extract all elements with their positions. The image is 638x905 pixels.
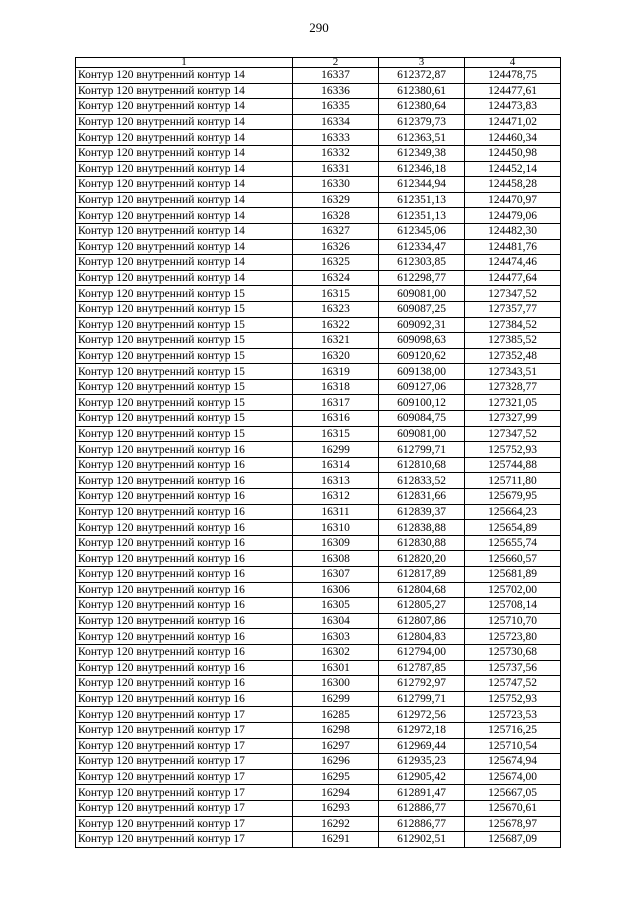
point-number-cell: 16336 [293, 83, 379, 99]
y-coordinate-cell: 124477,64 [465, 270, 561, 286]
table-row [76, 457, 561, 473]
x-coordinate-cell: 612891,47 [379, 785, 465, 801]
table-row [76, 208, 561, 224]
contour-name-cell: Контур 120 внутренний контур 14 [76, 239, 293, 255]
contour-name-cell: Контур 120 внутренний контур 17 [76, 738, 293, 754]
y-coordinate-cell: 125752,93 [465, 442, 561, 458]
x-coordinate-cell: 612792,97 [379, 676, 465, 692]
point-number-cell: 16332 [293, 145, 379, 161]
point-number-cell: 16327 [293, 223, 379, 239]
table-row [76, 130, 561, 146]
contour-name-cell: Контур 120 внутренний контур 17 [76, 722, 293, 738]
point-number-cell: 16326 [293, 239, 379, 255]
point-number-cell: 16330 [293, 177, 379, 193]
y-coordinate-cell: 125654,89 [465, 520, 561, 536]
y-coordinate-cell: 124471,02 [465, 114, 561, 130]
point-number-cell: 16328 [293, 208, 379, 224]
x-coordinate-cell: 612787,85 [379, 660, 465, 676]
contour-name-cell: Контур 120 внутренний контур 17 [76, 816, 293, 832]
contour-name-cell: Контур 120 внутренний контур 15 [76, 364, 293, 380]
table-row [76, 364, 561, 380]
table-row [76, 145, 561, 161]
point-number-cell: 16296 [293, 754, 379, 770]
x-coordinate-cell: 612303,85 [379, 255, 465, 271]
x-coordinate-cell: 612886,77 [379, 800, 465, 816]
column-header-2: 2 [293, 58, 379, 68]
point-number-cell: 16294 [293, 785, 379, 801]
y-coordinate-cell: 125710,54 [465, 738, 561, 754]
table-row [76, 629, 561, 645]
point-number-cell: 16305 [293, 598, 379, 614]
point-number-cell: 16314 [293, 457, 379, 473]
coordinates-table [75, 57, 561, 848]
y-coordinate-cell: 124458,28 [465, 177, 561, 193]
table-row [76, 738, 561, 754]
point-number-cell: 16303 [293, 629, 379, 645]
table-row [76, 333, 561, 349]
contour-name-cell: Контур 120 внутренний контур 17 [76, 707, 293, 723]
y-coordinate-cell: 125708,14 [465, 598, 561, 614]
y-coordinate-cell: 125687,09 [465, 832, 561, 848]
point-number-cell: 16319 [293, 364, 379, 380]
table-row [76, 114, 561, 130]
y-coordinate-cell: 124479,06 [465, 208, 561, 224]
contour-name-cell: Контур 120 внутренний контур 16 [76, 582, 293, 598]
table-row [76, 68, 561, 84]
y-coordinate-cell: 127328,77 [465, 379, 561, 395]
x-coordinate-cell: 612935,23 [379, 754, 465, 770]
x-coordinate-cell: 612807,86 [379, 613, 465, 629]
x-coordinate-cell: 612334,47 [379, 239, 465, 255]
header-row [76, 58, 561, 68]
x-coordinate-cell: 609127,06 [379, 379, 465, 395]
contour-name-cell: Контур 120 внутренний контур 17 [76, 832, 293, 848]
point-number-cell: 16324 [293, 270, 379, 286]
y-coordinate-cell: 124474,46 [465, 255, 561, 271]
y-coordinate-cell: 125660,57 [465, 551, 561, 567]
contour-name-cell: Контур 120 внутренний контур 14 [76, 130, 293, 146]
contour-name-cell: Контур 120 внутренний контур 17 [76, 800, 293, 816]
y-coordinate-cell: 125681,89 [465, 567, 561, 583]
table-row [76, 442, 561, 458]
point-number-cell: 16304 [293, 613, 379, 629]
x-coordinate-cell: 612886,77 [379, 816, 465, 832]
contour-name-cell: Контур 120 внутренний контур 15 [76, 301, 293, 317]
table-row [76, 816, 561, 832]
y-coordinate-cell: 124450,98 [465, 145, 561, 161]
table-row [76, 270, 561, 286]
contour-name-cell: Контур 120 внутренний контур 15 [76, 286, 293, 302]
contour-name-cell: Контур 120 внутренний контур 16 [76, 489, 293, 505]
point-number-cell: 16298 [293, 722, 379, 738]
table-row [76, 255, 561, 271]
table-row [76, 582, 561, 598]
x-coordinate-cell: 612838,88 [379, 520, 465, 536]
y-coordinate-cell: 127321,05 [465, 395, 561, 411]
contour-name-cell: Контур 120 внутренний контур 15 [76, 379, 293, 395]
y-coordinate-cell: 125655,74 [465, 535, 561, 551]
point-number-cell: 16295 [293, 769, 379, 785]
table-row [76, 535, 561, 551]
table-row [76, 660, 561, 676]
x-coordinate-cell: 612380,64 [379, 99, 465, 115]
contour-name-cell: Контур 120 внутренний контур 14 [76, 114, 293, 130]
contour-name-cell: Контур 120 внутренний контур 16 [76, 567, 293, 583]
point-number-cell: 16335 [293, 99, 379, 115]
point-number-cell: 16321 [293, 333, 379, 349]
point-number-cell: 16331 [293, 161, 379, 177]
y-coordinate-cell: 125737,56 [465, 660, 561, 676]
y-coordinate-cell: 127347,52 [465, 286, 561, 302]
y-coordinate-cell: 127327,99 [465, 411, 561, 427]
y-coordinate-cell: 127347,52 [465, 426, 561, 442]
y-coordinate-cell: 127385,52 [465, 333, 561, 349]
y-coordinate-cell: 124477,61 [465, 83, 561, 99]
y-coordinate-cell: 125667,05 [465, 785, 561, 801]
contour-name-cell: Контур 120 внутренний контур 14 [76, 145, 293, 161]
x-coordinate-cell: 612830,88 [379, 535, 465, 551]
y-coordinate-cell: 125730,68 [465, 644, 561, 660]
x-coordinate-cell: 612817,89 [379, 567, 465, 583]
y-coordinate-cell: 127352,48 [465, 348, 561, 364]
x-coordinate-cell: 612805,27 [379, 598, 465, 614]
contour-name-cell: Контур 120 внутренний контур 16 [76, 520, 293, 536]
contour-name-cell: Контур 120 внутренний контур 16 [76, 473, 293, 489]
x-coordinate-cell: 612905,42 [379, 769, 465, 785]
contour-name-cell: Контур 120 внутренний контур 16 [76, 504, 293, 520]
x-coordinate-cell: 609084,75 [379, 411, 465, 427]
point-number-cell: 16317 [293, 395, 379, 411]
point-number-cell: 16337 [293, 68, 379, 84]
x-coordinate-cell: 612346,18 [379, 161, 465, 177]
contour-name-cell: Контур 120 внутренний контур 15 [76, 395, 293, 411]
point-number-cell: 16333 [293, 130, 379, 146]
x-coordinate-cell: 612349,38 [379, 145, 465, 161]
x-coordinate-cell: 612363,51 [379, 130, 465, 146]
table-row [76, 348, 561, 364]
table-row [76, 722, 561, 738]
table-row [76, 99, 561, 115]
contour-name-cell: Контур 120 внутренний контур 15 [76, 411, 293, 427]
table-row [76, 691, 561, 707]
contour-name-cell: Контур 120 внутренний контур 16 [76, 598, 293, 614]
table-row [76, 395, 561, 411]
point-number-cell: 16291 [293, 832, 379, 848]
x-coordinate-cell: 612799,71 [379, 442, 465, 458]
point-number-cell: 16299 [293, 691, 379, 707]
table-row [76, 676, 561, 692]
table-row [76, 161, 561, 177]
point-number-cell: 16322 [293, 317, 379, 333]
x-coordinate-cell: 612839,37 [379, 504, 465, 520]
x-coordinate-cell: 609081,00 [379, 426, 465, 442]
x-coordinate-cell: 612804,68 [379, 582, 465, 598]
point-number-cell: 16302 [293, 644, 379, 660]
table-row [76, 785, 561, 801]
x-coordinate-cell: 612831,66 [379, 489, 465, 505]
y-coordinate-cell: 124452,14 [465, 161, 561, 177]
table-row [76, 192, 561, 208]
table-row [76, 551, 561, 567]
contour-name-cell: Контур 120 внутренний контур 15 [76, 333, 293, 349]
point-number-cell: 16329 [293, 192, 379, 208]
table-row [76, 83, 561, 99]
point-number-cell: 16301 [293, 660, 379, 676]
contour-name-cell: Контур 120 внутренний контур 16 [76, 629, 293, 645]
column-header-1: 1 [76, 58, 293, 68]
y-coordinate-cell: 125711,80 [465, 473, 561, 489]
table-row [76, 520, 561, 536]
point-number-cell: 16312 [293, 489, 379, 505]
table-row [76, 426, 561, 442]
contour-name-cell: Контур 120 внутренний контур 16 [76, 676, 293, 692]
y-coordinate-cell: 125678,97 [465, 816, 561, 832]
table-row [76, 769, 561, 785]
x-coordinate-cell: 609081,00 [379, 286, 465, 302]
contour-name-cell: Контур 120 внутренний контур 16 [76, 457, 293, 473]
contour-name-cell: Контур 120 внутренний контур 14 [76, 255, 293, 271]
y-coordinate-cell: 125670,61 [465, 800, 561, 816]
contour-name-cell: Контур 120 внутренний контур 16 [76, 660, 293, 676]
contour-name-cell: Контур 120 внутренний контур 15 [76, 348, 293, 364]
point-number-cell: 16293 [293, 800, 379, 816]
x-coordinate-cell: 612902,51 [379, 832, 465, 848]
table-header [76, 58, 561, 68]
contour-name-cell: Контур 120 внутренний контур 14 [76, 208, 293, 224]
y-coordinate-cell: 125664,23 [465, 504, 561, 520]
y-coordinate-cell: 124473,83 [465, 99, 561, 115]
contour-name-cell: Контур 120 внутренний контур 14 [76, 192, 293, 208]
y-coordinate-cell: 127384,52 [465, 317, 561, 333]
point-number-cell: 16310 [293, 520, 379, 536]
contour-name-cell: Контур 120 внутренний контур 14 [76, 68, 293, 84]
x-coordinate-cell: 612351,13 [379, 208, 465, 224]
page-number: 290 [309, 20, 329, 35]
x-coordinate-cell: 612972,18 [379, 722, 465, 738]
table-row [76, 473, 561, 489]
y-coordinate-cell: 125702,00 [465, 582, 561, 598]
point-number-cell: 16292 [293, 816, 379, 832]
point-number-cell: 16315 [293, 426, 379, 442]
contour-name-cell: Контур 120 внутренний контур 15 [76, 426, 293, 442]
x-coordinate-cell: 612298,77 [379, 270, 465, 286]
y-coordinate-cell: 125723,80 [465, 629, 561, 645]
table-row [76, 754, 561, 770]
y-coordinate-cell: 125752,93 [465, 691, 561, 707]
contour-name-cell: Контур 120 внутренний контур 16 [76, 691, 293, 707]
x-coordinate-cell: 612344,94 [379, 177, 465, 193]
table-row [76, 379, 561, 395]
point-number-cell: 16285 [293, 707, 379, 723]
table-row [76, 800, 561, 816]
x-coordinate-cell: 609138,00 [379, 364, 465, 380]
x-coordinate-cell: 609092,31 [379, 317, 465, 333]
contour-name-cell: Контур 120 внутренний контур 14 [76, 83, 293, 99]
x-coordinate-cell: 609098,63 [379, 333, 465, 349]
point-number-cell: 16311 [293, 504, 379, 520]
point-number-cell: 16320 [293, 348, 379, 364]
y-coordinate-cell: 125674,00 [465, 769, 561, 785]
table-row [76, 411, 561, 427]
x-coordinate-cell: 612380,61 [379, 83, 465, 99]
point-number-cell: 16313 [293, 473, 379, 489]
table-body [76, 68, 561, 848]
point-number-cell: 16318 [293, 379, 379, 395]
x-coordinate-cell: 609120,62 [379, 348, 465, 364]
point-number-cell: 16334 [293, 114, 379, 130]
x-coordinate-cell: 612345,06 [379, 223, 465, 239]
table-row [76, 177, 561, 193]
contour-name-cell: Контур 120 внутренний контур 14 [76, 99, 293, 115]
y-coordinate-cell: 125723,53 [465, 707, 561, 723]
point-number-cell: 16299 [293, 442, 379, 458]
table-row [76, 832, 561, 848]
point-number-cell: 16309 [293, 535, 379, 551]
y-coordinate-cell: 124482,30 [465, 223, 561, 239]
contour-name-cell: Контур 120 внутренний контур 14 [76, 161, 293, 177]
contour-name-cell: Контур 120 внутренний контур 14 [76, 270, 293, 286]
table-row [76, 223, 561, 239]
x-coordinate-cell: 612972,56 [379, 707, 465, 723]
point-number-cell: 16308 [293, 551, 379, 567]
y-coordinate-cell: 124460,34 [465, 130, 561, 146]
contour-name-cell: Контур 120 внутренний контур 17 [76, 754, 293, 770]
table-row [76, 301, 561, 317]
y-coordinate-cell: 125747,52 [465, 676, 561, 692]
x-coordinate-cell: 612804,83 [379, 629, 465, 645]
contour-name-cell: Контур 120 внутренний контур 15 [76, 317, 293, 333]
x-coordinate-cell: 609100,12 [379, 395, 465, 411]
contour-name-cell: Контур 120 внутренний контур 16 [76, 644, 293, 660]
table-row [76, 286, 561, 302]
table-row [76, 317, 561, 333]
y-coordinate-cell: 124478,75 [465, 68, 561, 84]
y-coordinate-cell: 124481,76 [465, 239, 561, 255]
y-coordinate-cell: 127343,51 [465, 364, 561, 380]
column-header-3: 3 [379, 58, 465, 68]
table-row [76, 707, 561, 723]
point-number-cell: 16306 [293, 582, 379, 598]
table-row [76, 239, 561, 255]
x-coordinate-cell: 612820,20 [379, 551, 465, 567]
x-coordinate-cell: 612810,68 [379, 457, 465, 473]
contour-name-cell: Контур 120 внутренний контур 16 [76, 442, 293, 458]
point-number-cell: 16307 [293, 567, 379, 583]
y-coordinate-cell: 124470,97 [465, 192, 561, 208]
x-coordinate-cell: 612372,87 [379, 68, 465, 84]
contour-name-cell: Контур 120 внутренний контур 16 [76, 613, 293, 629]
contour-name-cell: Контур 120 внутренний контур 14 [76, 177, 293, 193]
x-coordinate-cell: 612794,00 [379, 644, 465, 660]
contour-name-cell: Контур 120 внутренний контур 17 [76, 785, 293, 801]
table-row [76, 567, 561, 583]
table-row [76, 489, 561, 505]
y-coordinate-cell: 125716,25 [465, 722, 561, 738]
x-coordinate-cell: 612833,52 [379, 473, 465, 489]
y-coordinate-cell: 125744,88 [465, 457, 561, 473]
y-coordinate-cell: 125710,70 [465, 613, 561, 629]
y-coordinate-cell: 125679,95 [465, 489, 561, 505]
column-header-4: 4 [465, 58, 561, 68]
point-number-cell: 16297 [293, 738, 379, 754]
contour-name-cell: Контур 120 внутренний контур 16 [76, 551, 293, 567]
table-row [76, 504, 561, 520]
point-number-cell: 16316 [293, 411, 379, 427]
x-coordinate-cell: 612799,71 [379, 691, 465, 707]
point-number-cell: 16323 [293, 301, 379, 317]
point-number-cell: 16315 [293, 286, 379, 302]
x-coordinate-cell: 612969,44 [379, 738, 465, 754]
contour-name-cell: Контур 120 внутренний контур 16 [76, 535, 293, 551]
x-coordinate-cell: 612379,73 [379, 114, 465, 130]
y-coordinate-cell: 125674,94 [465, 754, 561, 770]
table-row [76, 644, 561, 660]
table-row [76, 613, 561, 629]
point-number-cell: 16325 [293, 255, 379, 271]
table-row [76, 598, 561, 614]
contour-name-cell: Контур 120 внутренний контур 14 [76, 223, 293, 239]
x-coordinate-cell: 609087,25 [379, 301, 465, 317]
x-coordinate-cell: 612351,13 [379, 192, 465, 208]
point-number-cell: 16300 [293, 676, 379, 692]
y-coordinate-cell: 127357,77 [465, 301, 561, 317]
contour-name-cell: Контур 120 внутренний контур 17 [76, 769, 293, 785]
